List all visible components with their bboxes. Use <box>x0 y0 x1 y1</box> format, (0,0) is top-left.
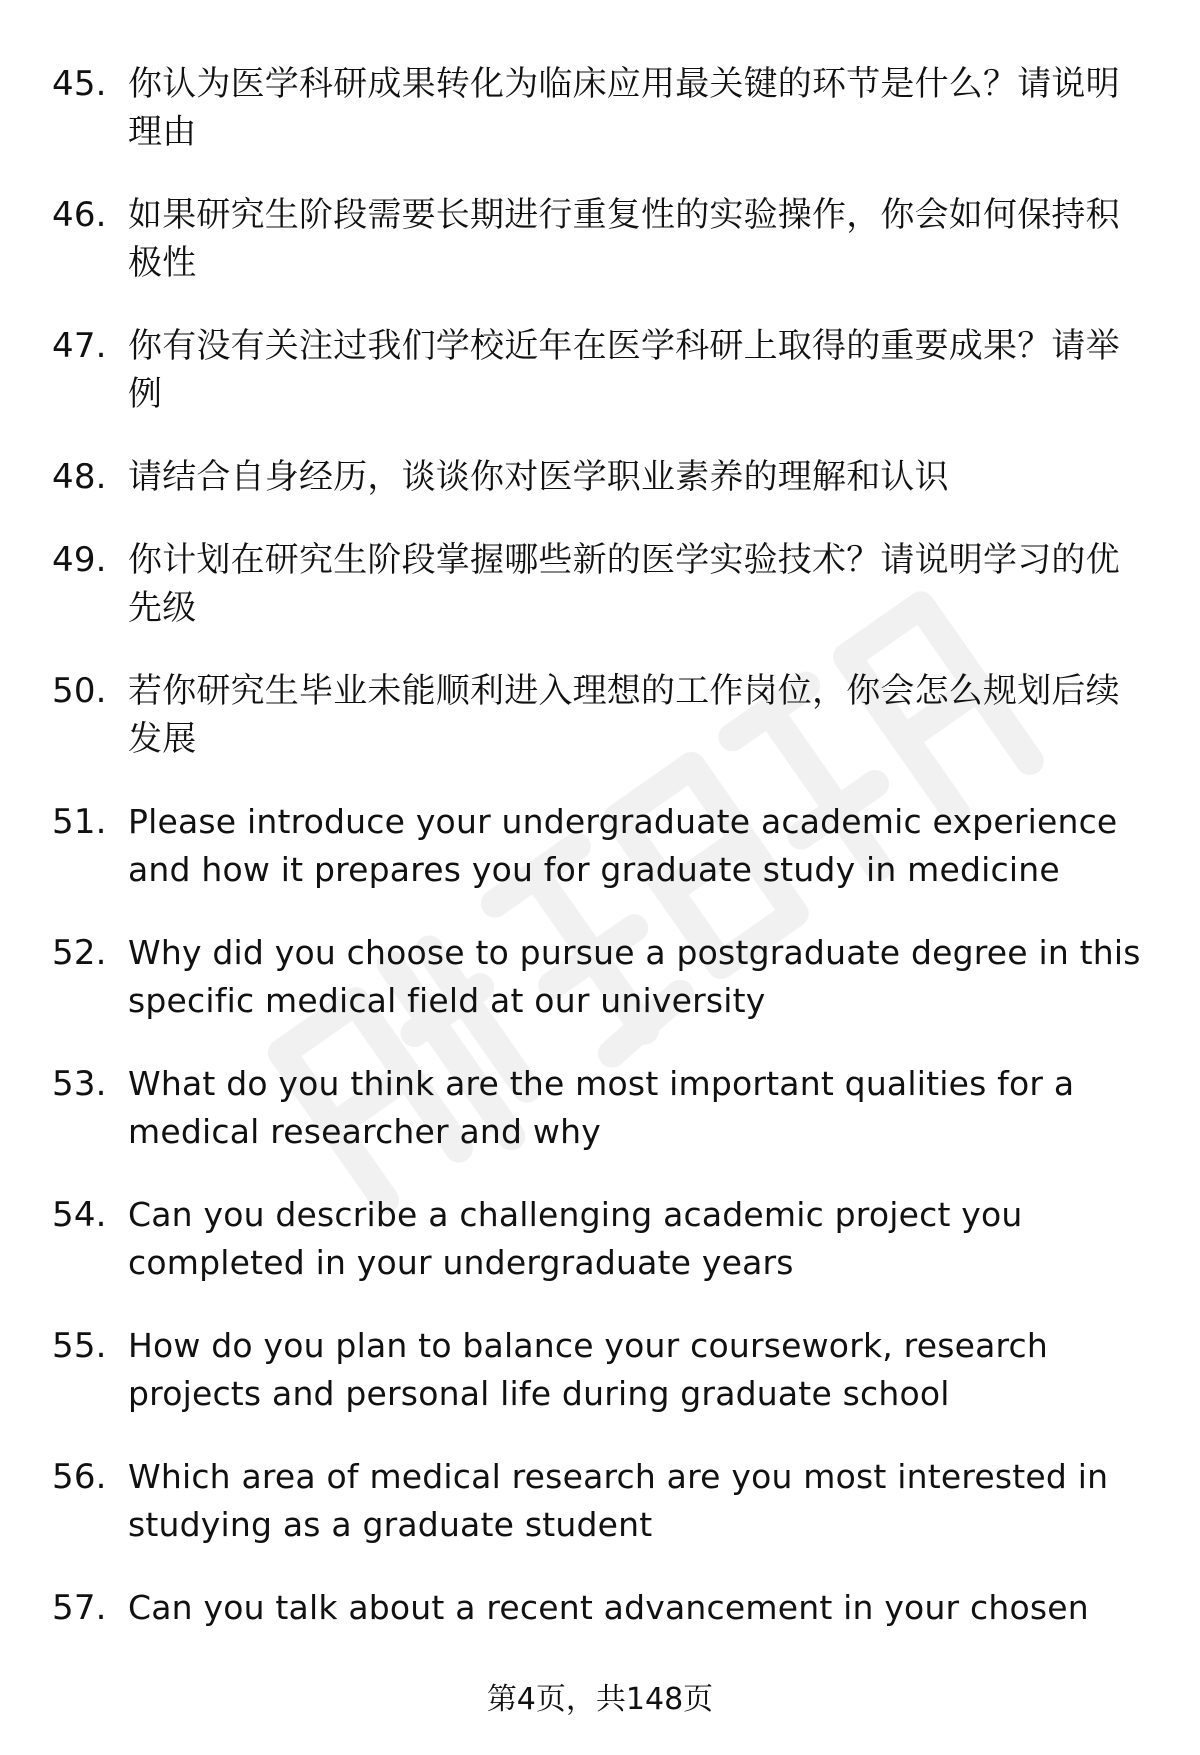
question-number: 57. <box>52 1588 107 1628</box>
question-item <box>52 322 1152 418</box>
question-text: Can you talk about a recent advancement in your chosen <box>128 1588 1089 1627</box>
question-text: 你认为医学科研成果转化为临床应用最关键的环节是什么？请说明理由 <box>128 64 1120 152</box>
question-item <box>52 1453 1152 1549</box>
question-number: 47. <box>52 326 107 366</box>
question-item <box>52 798 1152 894</box>
question-text: What do you think are the most important qualities for a medical researcher and why <box>128 1064 1075 1151</box>
question-text: Why did you choose to pursue a postgraduate degree in this specific medical field at our university <box>128 933 1141 1020</box>
question-item <box>52 1191 1152 1287</box>
question-number: 56. <box>52 1457 107 1497</box>
question-number: 48. <box>52 457 107 497</box>
question-text: How do you plan to balance your coursework, research projects and personal life during graduate school <box>128 1326 1049 1413</box>
question-number: 46. <box>52 195 107 235</box>
question-item <box>52 60 1152 156</box>
question-item <box>52 453 1152 501</box>
question-item <box>52 1322 1152 1418</box>
question-text: 你计划在研究生阶段掌握哪些新的医学实验技术？请说明学习的优先级 <box>128 540 1120 628</box>
page-footer: 第4页，共148页 <box>486 1682 714 1717</box>
question-text: 若你研究生毕业未能顺利进入理想的工作岗位，你会怎么规划后续发展 <box>128 671 1120 759</box>
question-number: 53. <box>52 1064 107 1104</box>
question-item <box>52 536 1152 632</box>
question-text: Which area of medical research are you most interested in studying as a graduate student <box>128 1457 1109 1544</box>
question-number: 54. <box>52 1195 107 1235</box>
question-text: 请结合自身经历，谈谈你对医学职业素养的理解和认识 <box>128 457 949 497</box>
question-number: 50. <box>52 671 107 711</box>
question-item <box>52 667 1152 763</box>
question-text: 你有没有关注过我们学校近年在医学科研上取得的重要成果？请举例 <box>128 326 1120 414</box>
question-item <box>52 1060 1152 1156</box>
question-number: 51. <box>52 802 107 842</box>
question-text: Can you describe a challenging academic project you completed in your undergraduate years <box>128 1195 1023 1282</box>
question-number: 52. <box>52 933 107 973</box>
question-number: 45. <box>52 64 107 104</box>
question-number: 55. <box>52 1326 107 1366</box>
question-list <box>52 60 1152 1667</box>
question-item <box>52 1584 1152 1632</box>
question-number: 49. <box>52 540 107 580</box>
question-text: 如果研究生阶段需要长期进行重复性的实验操作，你会如何保持积极性 <box>128 195 1120 283</box>
question-item <box>52 191 1152 287</box>
question-item <box>52 929 1152 1025</box>
question-text: Please introduce your undergraduate academic experience and how it prepares you for graduate study in medicine <box>128 802 1118 889</box>
